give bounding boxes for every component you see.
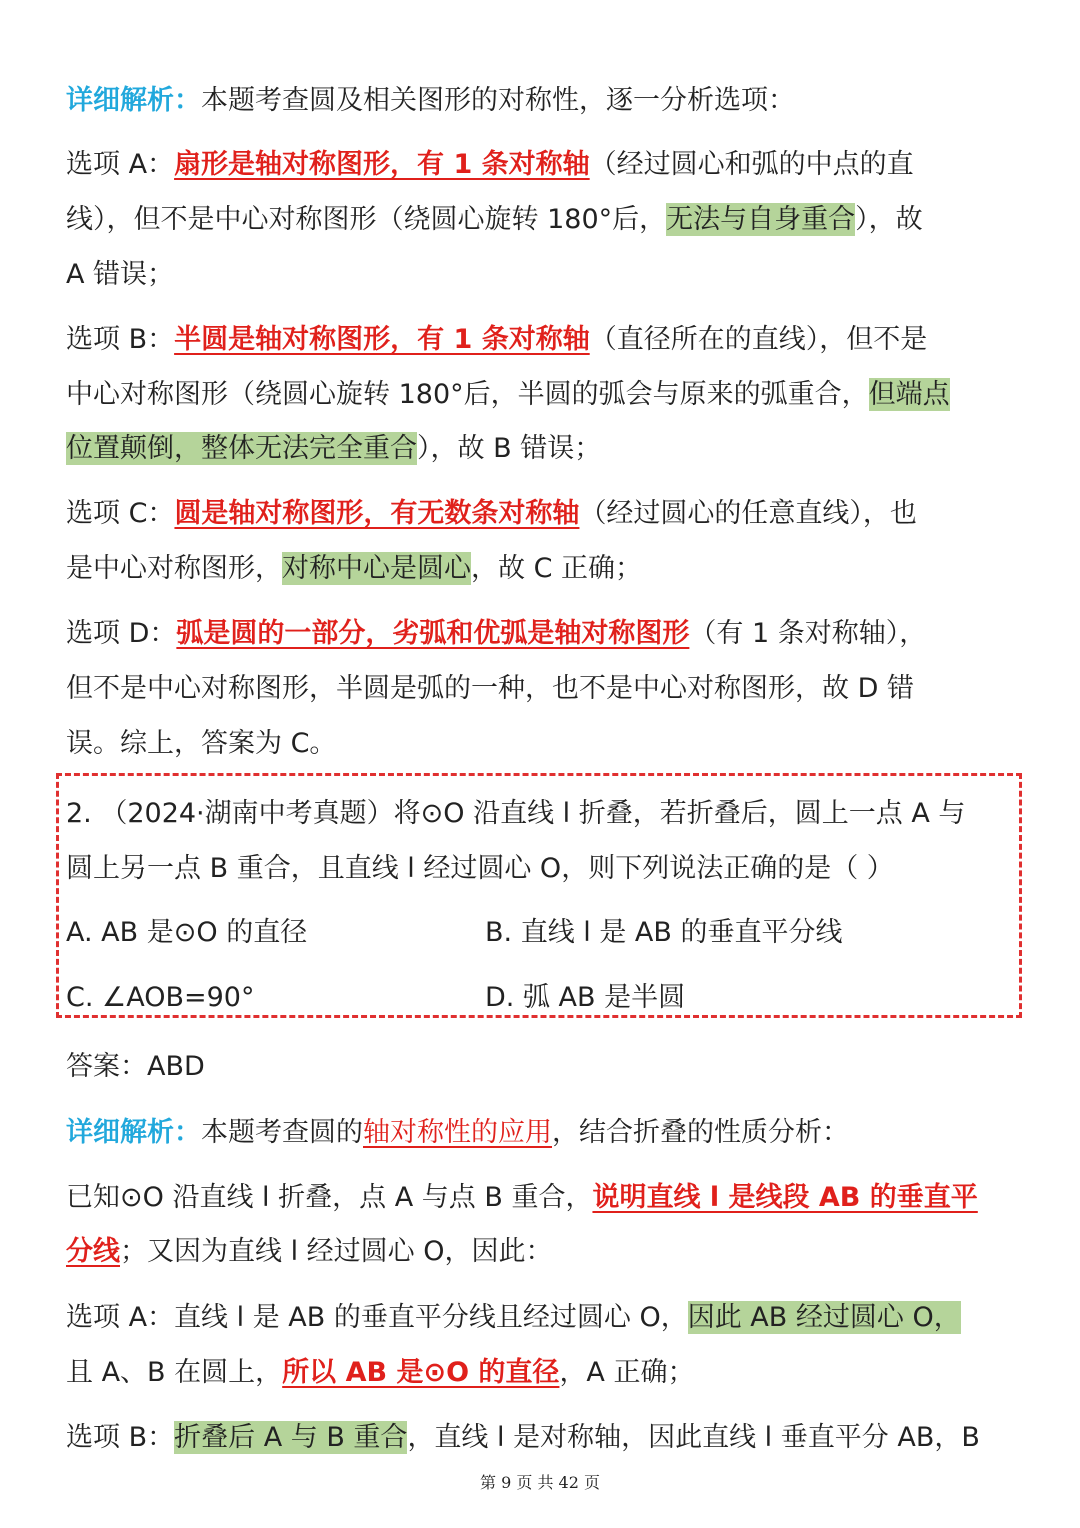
analysis2-option-a-emphasis: 所以 AB 是⊙O 的直径: [282, 1357, 560, 1388]
option-a-prefix: 选项 A：: [66, 149, 175, 180]
choice-b: B. 直线 l 是 AB 的垂直平分线: [485, 917, 843, 948]
option-b-text: ），故 B 错误；: [417, 433, 602, 464]
question-stem-line2: 圆上另一点 B 重合，且直线 l 经过圆心 O，则下列说法正确的是（ ）: [66, 853, 894, 884]
option-a-line2: [66, 201, 923, 239]
option-d-line1: [66, 615, 926, 653]
option-a-text: （经过圆心和弧的中点的直: [589, 149, 914, 180]
analysis2-text: ，结合折叠的性质分析：: [552, 1117, 849, 1148]
known-line2: [66, 1233, 553, 1271]
analysis-label: 详细解析：: [66, 1117, 201, 1148]
option-b-line2: [66, 376, 950, 414]
analysis-label: 详细解析：: [66, 85, 201, 116]
option-d-line2: 但不是中心对称图形，半圆是弧的一种，也不是中心对称图形，故 D 错: [66, 673, 914, 704]
choice-c: C. ∠AOB=90°: [66, 982, 255, 1013]
option-b-emphasis: 半圆是轴对称图形，有 1 条对称轴: [174, 324, 590, 355]
analysis2-option-a-text: 选项 A：直线 l 是 AB 的垂直平分线且经过圆心 O，: [66, 1302, 688, 1333]
option-b-prefix: 选项 B：: [66, 324, 175, 355]
option-d-prefix: 选项 D：: [66, 618, 177, 649]
option-a-text: ），故: [855, 204, 923, 235]
analysis2-option-a-text: 且 A、B 在圆上，: [66, 1357, 283, 1388]
option-b-highlight: 但端点: [868, 379, 950, 410]
known-text: ；又因为直线 l 经过圆心 O，因此：: [120, 1236, 553, 1267]
known-emphasis: 说明直线 l 是线段 AB 的垂直平: [592, 1182, 978, 1213]
option-a-highlight: 无法与自身重合: [666, 204, 856, 235]
analysis2-option-b-prefix: 选项 B：: [66, 1422, 175, 1453]
option-c-line1: [66, 495, 917, 533]
analysis2-option-a-text: ，A 正确；: [559, 1357, 695, 1388]
option-b-line3: [66, 430, 601, 468]
option-b-line1: [66, 321, 927, 359]
option-a-line3: A 错误；: [66, 259, 175, 290]
option-c-emphasis: 圆是轴对称图形，有无数条对称轴: [174, 498, 580, 529]
analysis2-emphasis: 轴对称性的应用: [363, 1117, 552, 1148]
option-c-highlight: 对称中心是圆心: [282, 553, 471, 584]
choice-a: A. AB 是⊙O 的直径: [66, 917, 308, 948]
question-stem-line1: 2. （2024·湖南中考真题）将⊙O 沿直线 l 折叠，若折叠后，圆上一点 A 与: [66, 798, 966, 829]
option-b-text: 中心对称图形（绕圆心旋转 180°后，半圆的弧会与原来的弧重合，: [66, 379, 869, 410]
option-d-emphasis: 弧是圆的一部分，劣弧和优弧是轴对称图形: [176, 618, 690, 649]
option-c-prefix: 选项 C：: [66, 498, 175, 529]
analysis2-option-a-line2: [66, 1354, 695, 1392]
option-a-emphasis: 扇形是轴对称图形，有 1 条对称轴: [174, 149, 590, 180]
option-c-text: ，故 C 正确；: [471, 553, 643, 584]
known-text: 已知⊙O 沿直线 l 折叠，点 A 与点 B 重合，: [66, 1182, 593, 1213]
answer-line: 答案：ABD: [66, 1051, 205, 1082]
analysis2-intro-line: [66, 1114, 849, 1152]
analysis2-option-a-line1: [66, 1299, 961, 1337]
known-line1: [66, 1179, 978, 1217]
analysis-intro-line: [66, 82, 795, 120]
analysis2-option-a-highlight: 因此 AB 经过圆心 O，: [687, 1302, 961, 1333]
option-c-line2: [66, 550, 642, 588]
option-d-text: （有 1 条对称轴），: [689, 618, 927, 649]
option-b-highlight: 位置颠倒，整体无法完全重合: [66, 433, 417, 464]
analysis2-option-b-highlight: 折叠后 A 与 B 重合: [174, 1422, 408, 1453]
option-a-text: 线），但不是中心对称图形（绕圆心旋转 180°后，: [66, 204, 667, 235]
analysis2-text: 本题考查圆的: [201, 1117, 363, 1148]
analysis2-option-b-line1: [66, 1419, 980, 1457]
option-a-line1: [66, 146, 914, 184]
analysis2-option-b-text: ，直线 l 是对称轴，因此直线 l 垂直平分 AB，B: [407, 1422, 980, 1453]
option-c-text: （经过圆心的任意直线），也: [579, 498, 917, 529]
choice-d: D. 弧 AB 是半圆: [485, 982, 686, 1013]
option-d-line3: 误。综上，答案为 C。: [66, 728, 337, 759]
option-c-text: 是中心对称图形，: [66, 553, 282, 584]
page-footer: 第 9 页 共 42 页: [480, 1473, 600, 1492]
known-emphasis: 分线: [66, 1236, 120, 1267]
analysis-intro-text: 本题考查圆及相关图形的对称性，逐一分析选项：: [201, 85, 795, 116]
option-b-text: （直径所在的直线），但不是: [589, 324, 928, 355]
